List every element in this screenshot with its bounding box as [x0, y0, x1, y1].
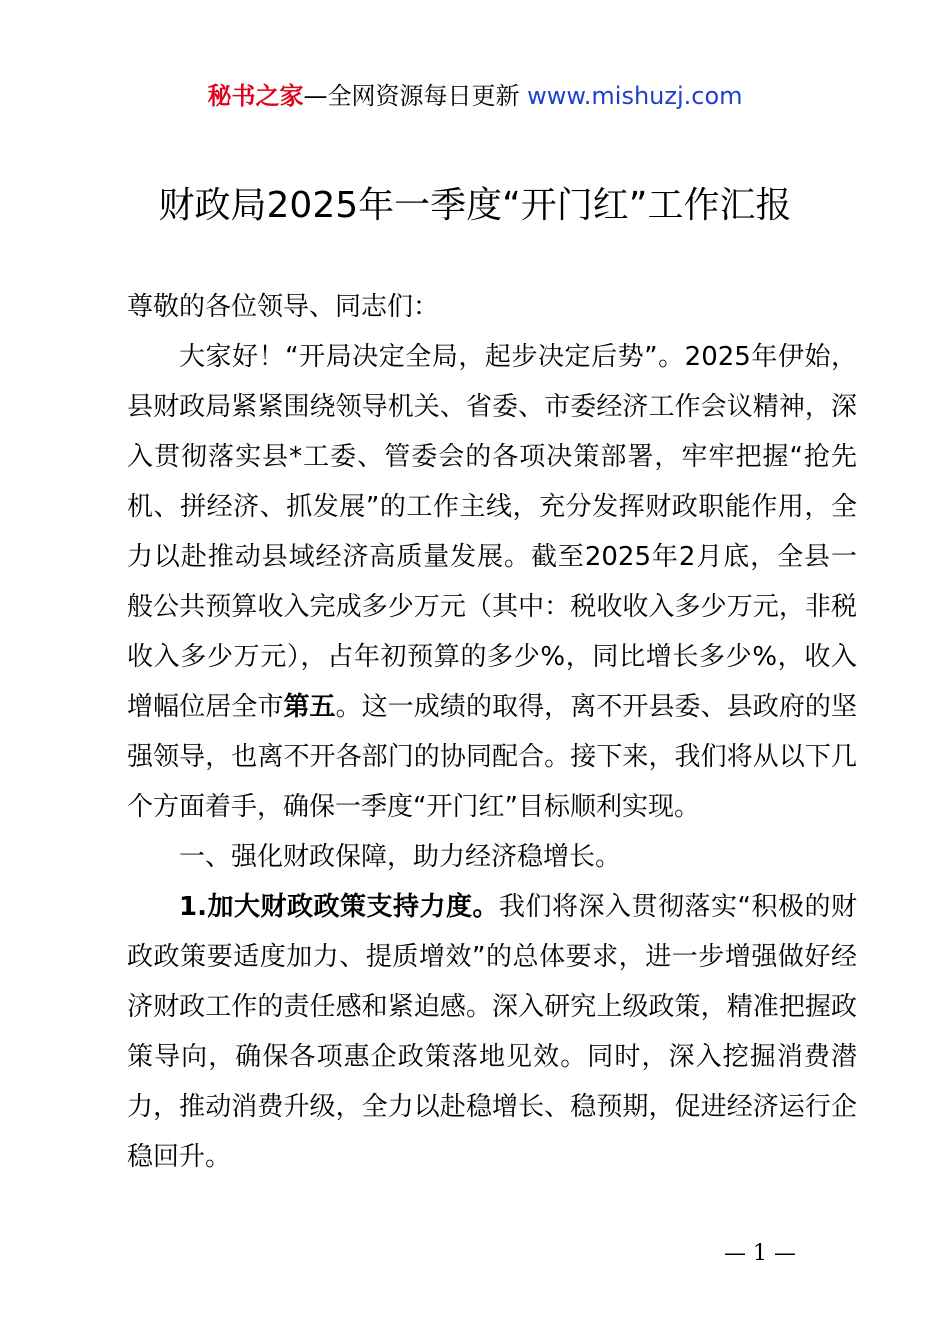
site-header [0, 80, 950, 112]
salutation: 尊敬的各位领导、同志们： [127, 292, 440, 322]
item-1-heading: 1.加大财政政策支持力度。 [179, 892, 499, 922]
item-1-paragraph [127, 882, 857, 1182]
site-brand: 秘书之家 [207, 82, 304, 110]
intro-paragraph [127, 332, 857, 832]
document-body [127, 282, 857, 1182]
intro-text-part-1: 大家好！“开局决定全局，起步决定后势”。2025年伊始，县财政局紧紧围绕领导机关、省委、市委经济工作会议精神，深入贯彻落实县*工委、管委会的各项决策部署，牢牢把握“抢先机、拼经济、抓发展”的工作主线，充分发挥财政职能作用，全力以赴推动县域经济高质量发展。截至2025年2月底，全县一般公共预算收入完成多少万元（其中：税收收入多少万元，非税收入多少万元），占年初预算的多少%，同比增长多少%，收入增幅位居全市 [127, 342, 857, 722]
site-url-link[interactable]: www.mishuzj.com [527, 82, 743, 110]
page-number: — 1 — [724, 1241, 796, 1266]
intro-bold-rank: 第五 [283, 692, 336, 722]
item-1-text: 我们将深入贯彻落实“积极的财政政策要适度加力、提质增效”的总体要求，进一步增强做好经济财政工作的责任感和紧迫感。深入研究上级政策，精准把握政策导向，确保各项惠企政策落地见效。同时，深入挖掘消费潜力，推动消费升级，全力以赴稳增长、稳预期，促进经济运行企稳回升。 [127, 892, 857, 1172]
intro-text-part-2: 。这一成绩的取得，离不开县委、县政府的坚强领导，也离不开各部门的协同配合。接下来，我们将从以下几个方面着手，确保一季度“开门红”目标顺利实现。 [127, 692, 857, 822]
section-1-heading: 一、强化财政保障，助力经济稳增长。 [179, 842, 622, 872]
document-title: 财政局2025年一季度“开门红”工作汇报 [158, 185, 792, 226]
site-slogan: —全网资源每日更新 [303, 82, 528, 110]
